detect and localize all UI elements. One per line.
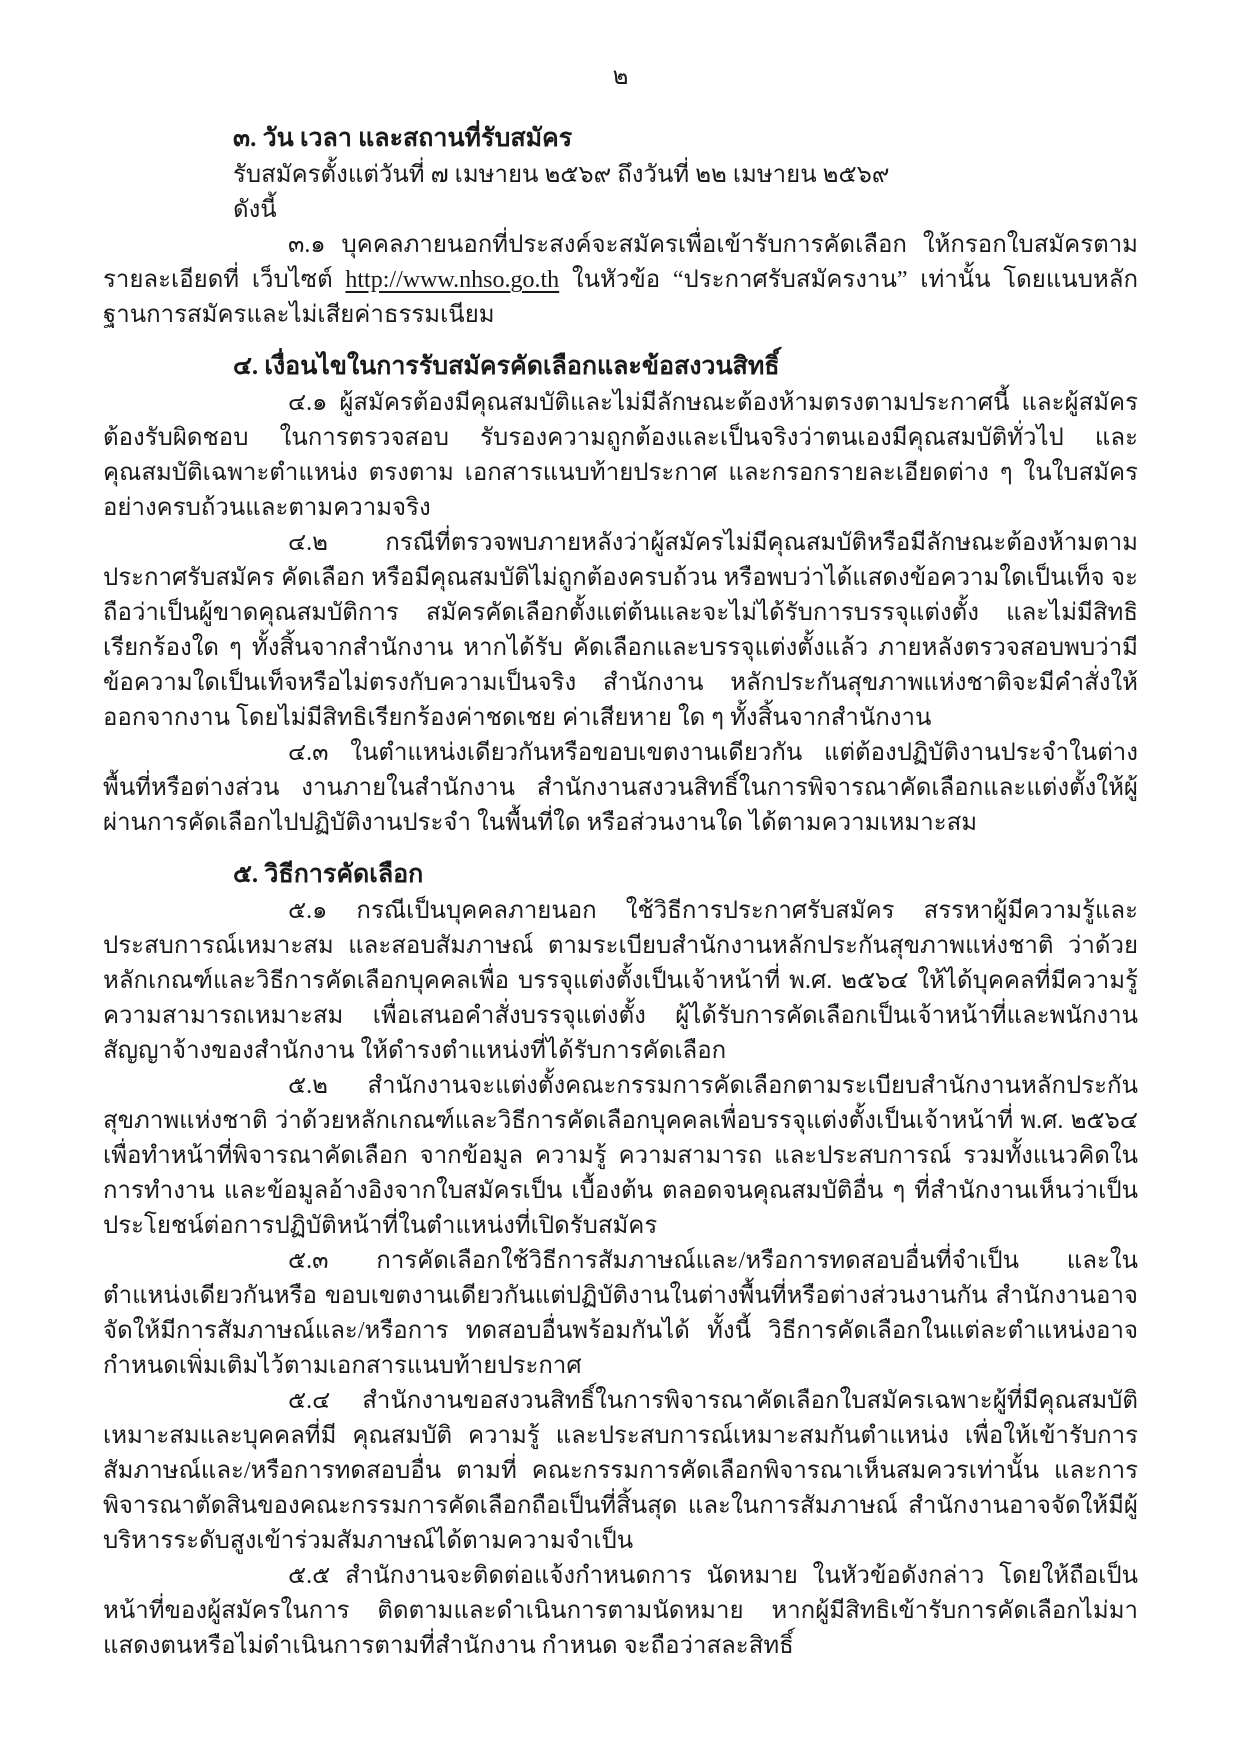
page-number: ๒: [612, 64, 629, 90]
paragraph-4-3: ๔.๓ ในตำแหน่งเดียวกันหรือขอบเขตงานเดียวกัน แต่ต้องปฏิบัติงานประจำในต่างพื้นที่หรือต่างส่วน งานภายในสำนักงาน สำนักงานสงวนสิทธิ์ในการพิจารณาคัดเลือกและแต่งตั้งให้ผู้ผ่านการคัดเลือกไปปฏิบัติงานประจำ ในพื้นที่ใด หรือส่วนงานใด ได้ตามความเหมาะสม: [103, 740, 1138, 836]
text-segment: ๓.๑ บุคคลภายนอกที่ประสงค์จะสมัครเพื่อเข้ารับการคัดเลือก ให้กรอกใบสมัครตามรายละเอียดที่ เว็บไซต์: [103, 232, 1138, 293]
section-3-heading: ๓. วัน เวลา และสถานที่รับสมัคร: [233, 125, 573, 152]
paragraph-5-4: ๕.๔ สำนักงานขอสงวนสิทธิ์ในการพิจารณาคัดเลือกใบสมัครเฉพาะผู้ที่มีคุณสมบัติเหมาะสมและบุคคลที่มี คุณสมบัติ ความรู้ และประสบการณ์เหมาะสมกันตำแหน่ง เพื่อให้เข้ารับการสัมภาษณ์และ/หรือการทดสอบอื่น ตามที่ คณะกรรมการคัดเลือกพิจารณาเห็นสมควรเท่านั้น และการพิจารณาตัดสินของคณะกรรมการคัดเลือกถือเป็นที่สิ้นสุด และในการสัมภาษณ์ สำนักงานอาจจัดให้มีผู้บริหารระดับสูงเข้าร่วมสัมภาษณ์ได้ตามความจำเป็น: [103, 1388, 1138, 1554]
text-segment: ในหัวข้อ “ประกาศรับสมัครงาน” เท่านั้น โดยแนบหลักฐานการสมัครและไม่เสียค่าธรรมเนียม: [103, 267, 1138, 328]
paragraph-5-3: ๕.๓ การคัดเลือกใช้วิธีการสัมภาษณ์และ/หรือการทดสอบอื่นที่จำเป็น และในตำแหน่งเดียวกันหรือ ขอบเขตงานเดียวกันแต่ปฏิบัติงานในต่างพื้นที่หรือต่างส่วนงานกัน สำนักงานอาจจัดให้มีการสัมภาษณ์และ/หรือการ ทดสอบอื่นพร้อมกันได้ ทั้งนี้ วิธีการคัดเลือกในแต่ละตำแหน่งอาจกำหนดเพิ่มเติมไว้ตามเอกสารแนบท้ายประกาศ: [103, 1248, 1138, 1379]
paragraph-4-2: ๔.๒ กรณีที่ตรวจพบภายหลังว่าผู้สมัครไม่มีคุณสมบัติหรือมีลักษณะต้องห้ามตามประกาศรับสมัคร คัดเลือก หรือมีคุณสมบัติไม่ถูกต้องครบถ้วน หรือพบว่าได้แสดงข้อความใดเป็นเท็จ จะถือว่าเป็นผู้ขาดคุณสมบัติการ สมัครคัดเลือกตั้งแต่ต้นและจะไม่ได้รับการบรรจุแต่งตั้ง และไม่มีสิทธิเรียกร้องใด ๆ ทั้งสิ้นจากสำนักงาน หากได้รับ คัดเลือกและบรรจุแต่งตั้งแล้ว ภายหลังตรวจสอบพบว่ามีข้อความใดเป็นเท็จหรือไม่ตรงกับความเป็นจริง สำนักงาน หลักประกันสุขภาพแห่งชาติจะมีคำสั่งให้ออกจากงาน โดยไม่มีสิทธิเรียกร้องค่าชดเชย ค่าเสียหาย ใด ๆ ทั้งสิ้นจากสำนักงาน: [103, 530, 1138, 731]
application-period-line: รับสมัครตั้งแต่วันที่ ๗ เมษายน ๒๕๖๙ ถึงวันที่ ๒๒ เมษายน ๒๕๖๙: [233, 162, 890, 188]
paragraph-5-1: ๕.๑ กรณีเป็นบุคคลภายนอก ใช้วิธีการประกาศรับสมัคร สรรหาผู้มีความรู้และประสบการณ์เหมาะสม และสอบสัมภาษณ์ ตามระเบียบสำนักงานหลักประกันสุขภาพแห่งชาติ ว่าด้วยหลักเกณฑ์และวิธีการคัดเลือกบุคคลเพื่อ บรรจุแต่งตั้งเป็นเจ้าหน้าที่ พ.ศ. ๒๕๖๔ ให้ได้บุคคลที่มีความรู้ ความสามารถเหมาะสม เพื่อเสนอคำสั่งบรรจุแต่งตั้ง ผู้ได้รับการคัดเลือกเป็นเจ้าหน้าที่และพนักงานสัญญาจ้างของสำนักงาน ให้ดำรงตำแหน่งที่ได้รับการคัดเลือก: [103, 898, 1138, 1064]
section-5-heading: ๕. วิธีการคัดเลือก: [233, 861, 424, 888]
paragraph-5-5: ๕.๕ สำนักงานจะติดต่อแจ้งกำหนดการ นัดหมาย ในหัวข้อดังกล่าว โดยให้ถือเป็นหน้าที่ของผู้สมัครในการ ติดตามและดำเนินการตามนัดหมาย หากผู้มีสิทธิเข้ารับการคัดเลือกไม่มาแสดงตนหรือไม่ดำเนินการตามที่สำนักงาน กำหนด จะถือว่าสละสิทธิ์: [103, 1563, 1138, 1659]
nhso-website-link[interactable]: http://www.nhso.go.th: [345, 267, 560, 293]
dangnee-line: ดังนี้: [233, 197, 277, 223]
paragraph-4-1: ๔.๑ ผู้สมัครต้องมีคุณสมบัติและไม่มีลักษณะต้องห้ามตรงตามประกาศนี้ และผู้สมัครต้องรับผิดชอบ ในการตรวจสอบ รับรองความถูกต้องและเป็นจริงว่าตนเองมีคุณสมบัติทั่วไป และคุณสมบัติเฉพาะตำแหน่ง ตรงตาม เอกสารแนบท้ายประกาศ และกรอกรายละเอียดต่าง ๆ ในใบสมัครอย่างครบถ้วนและตามความจริง: [103, 390, 1138, 521]
paragraph-3-1: [103, 228, 1138, 333]
document-body: [103, 121, 1138, 1664]
paragraph-5-2: ๕.๒ สำนักงานจะแต่งตั้งคณะกรรมการคัดเลือกตามระเบียบสำนักงานหลักประกันสุขภาพแห่งชาติ ว่าด้วยหลักเกณฑ์และวิธีการคัดเลือกบุคคลเพื่อบรรจุแต่งตั้งเป็นเจ้าหน้าที่ พ.ศ. ๒๕๖๔ เพื่อทำหน้าที่พิจารณาคัดเลือก จากข้อมูล ความรู้ ความสามารถ และประสบการณ์ รวมทั้งแนวคิดในการทำงาน และข้อมูลอ้างอิงจากใบสมัครเป็น เบื้องต้น ตลอดจนคุณสมบัติอื่น ๆ ที่สำนักงานเห็นว่าเป็นประโยชน์ต่อการปฏิบัติหน้าที่ในตำแหน่งที่เปิดรับสมัคร: [103, 1073, 1138, 1239]
section-4-heading: ๔. เงื่อนไขในการรับสมัครคัดเลือกและข้อสงวนสิทธิ์: [233, 353, 780, 380]
